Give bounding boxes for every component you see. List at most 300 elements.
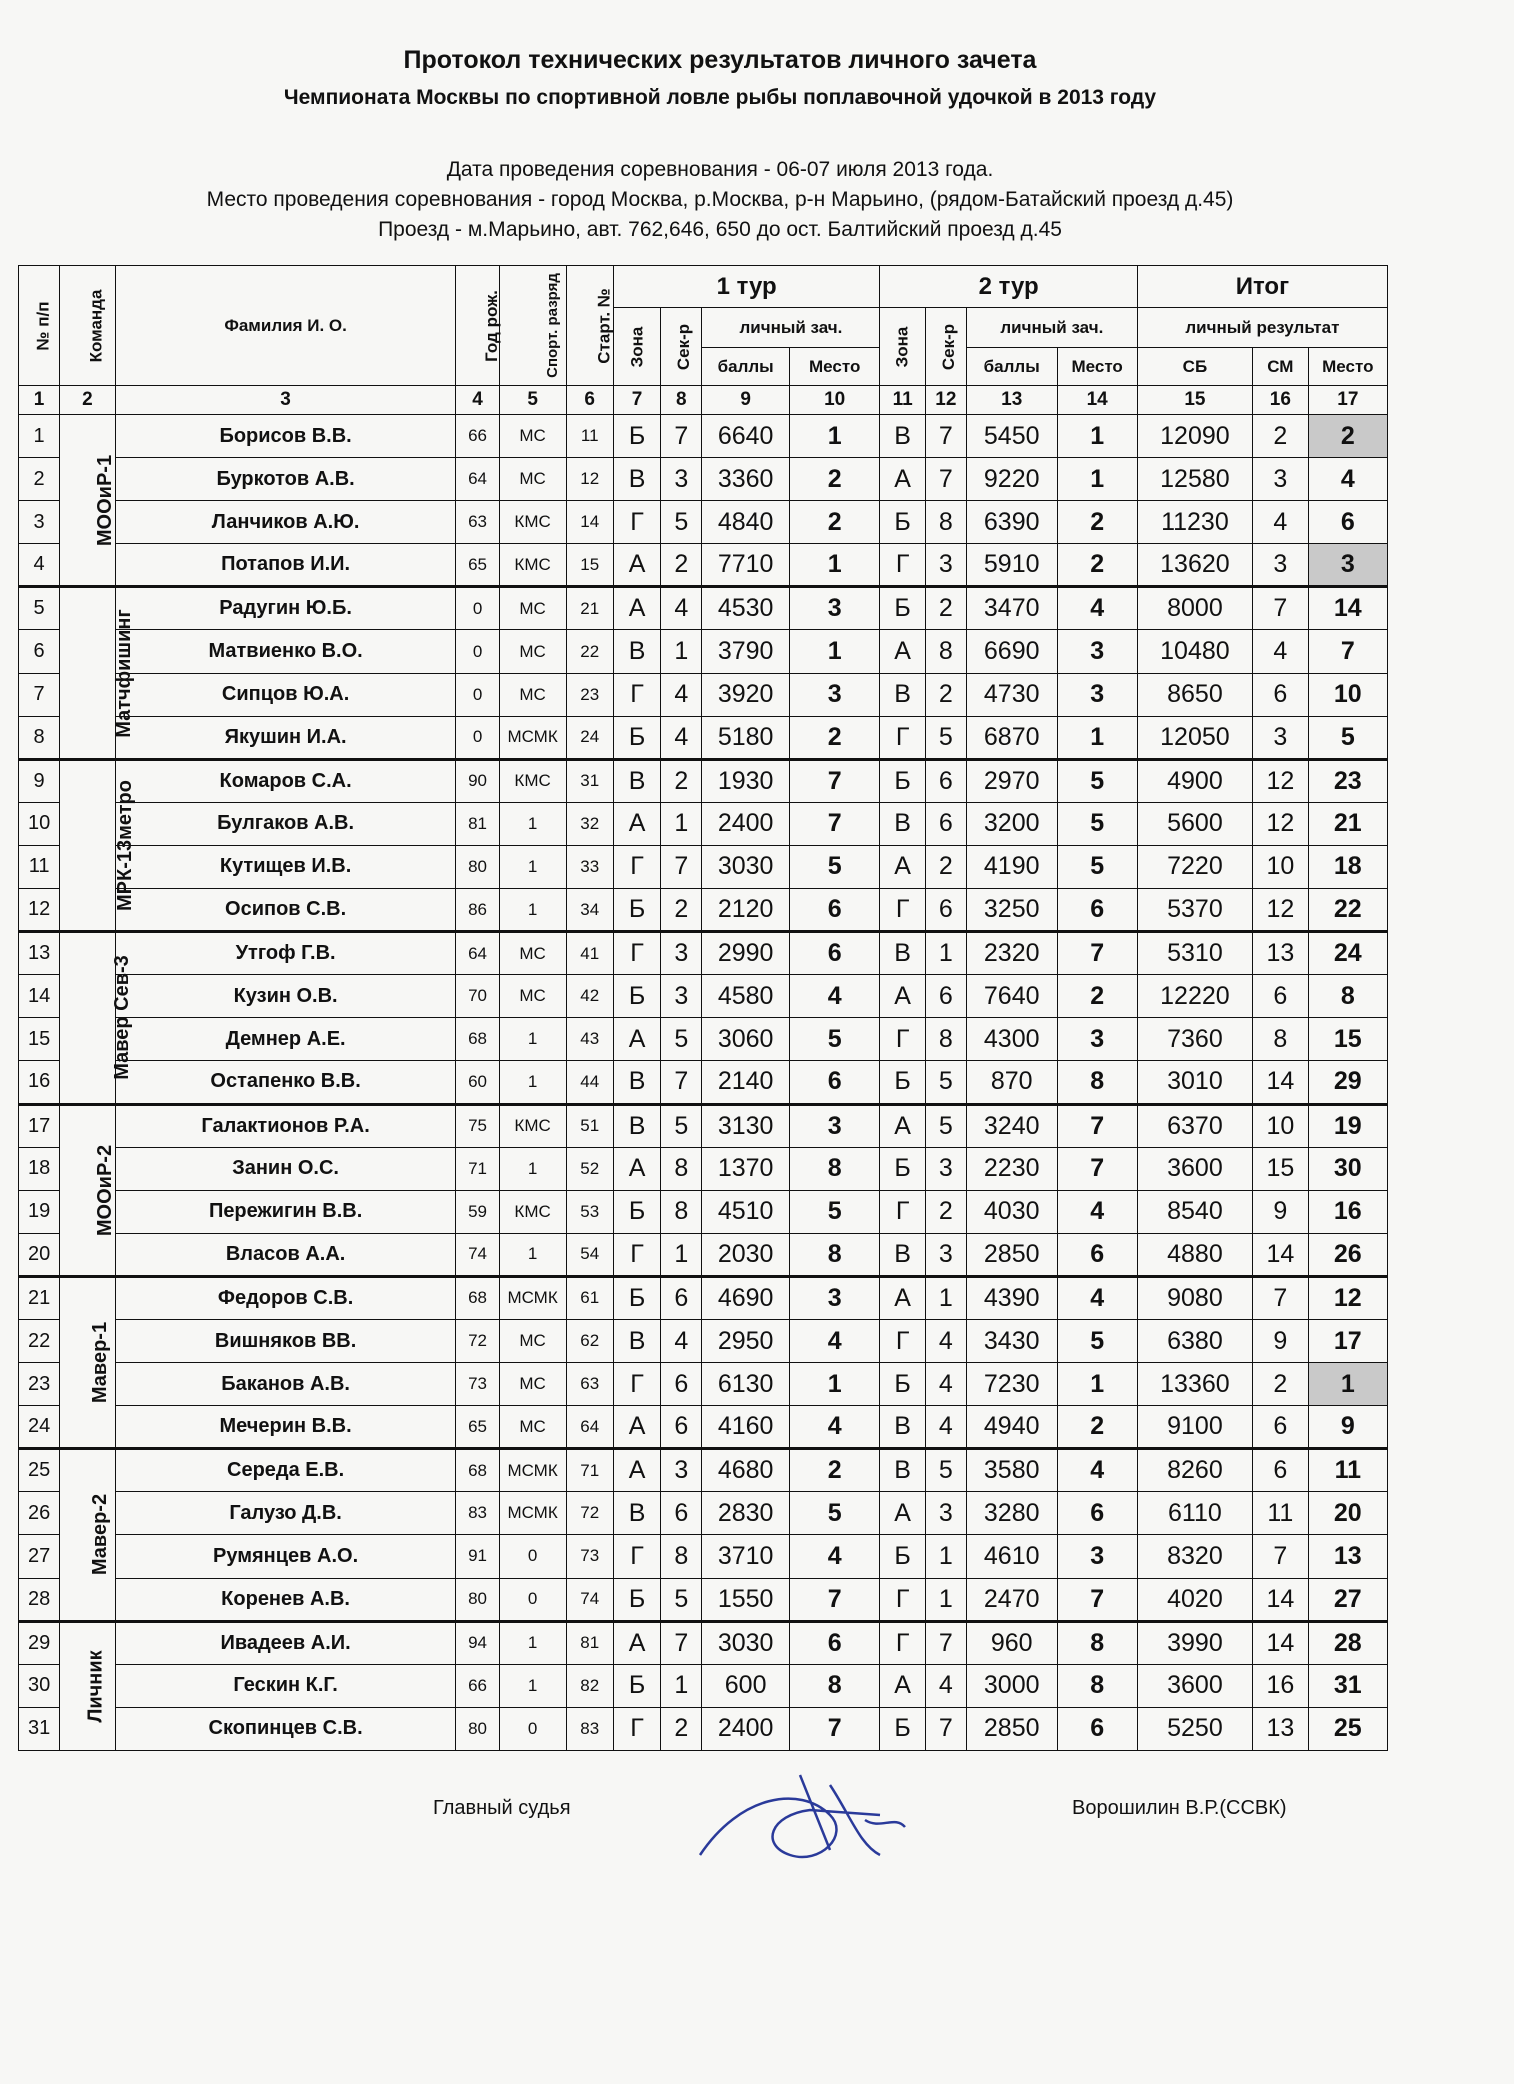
tour2-points: 2970 [966,759,1057,802]
birth-year: 65 [456,544,499,587]
tour2-points: 4730 [966,673,1057,716]
tour2-sector: 4 [925,1406,966,1449]
tour2-zone: В [880,1449,925,1492]
tour1-zone: Б [613,1190,660,1233]
tour2-zone: А [880,1104,925,1147]
total-sm: 3 [1253,458,1309,501]
tour1-place: 8 [789,1147,880,1190]
total-sm: 3 [1253,716,1309,759]
tour1-zone: В [613,458,660,501]
final-place: 4 [1308,458,1387,501]
tour1-zone: А [613,1449,660,1492]
tour2-zone: В [880,802,925,845]
tour2-sector: 4 [925,1363,966,1406]
header-name: Фамилия И. О. [115,266,456,386]
sport-rank: 0 [499,1707,566,1750]
athlete-name: Власов А.А. [115,1233,456,1276]
table-row [19,1492,1388,1535]
tour1-place: 5 [789,845,880,888]
tour1-place: 6 [789,1621,880,1664]
athlete-name: Утгоф Г.В. [115,932,456,975]
tour1-points: 1550 [702,1578,789,1621]
athlete-name: Сипцов Ю.А. [115,673,456,716]
header-sector-1: Сек-р [661,308,702,386]
column-number: 16 [1253,386,1309,415]
table-row [19,889,1388,932]
column-number: 11 [880,386,925,415]
tour1-place: 3 [789,587,880,630]
total-sm: 3 [1253,544,1309,587]
tour2-sector: 5 [925,1104,966,1147]
sport-rank: КМС [499,759,566,802]
tour1-points: 3710 [702,1535,789,1578]
total-sm: 8 [1253,1018,1309,1061]
total-sm: 12 [1253,802,1309,845]
tour2-sector: 2 [925,845,966,888]
judge-signature [680,1755,920,1895]
tour1-place: 4 [789,1406,880,1449]
table-row [19,501,1388,544]
total-sb: 8000 [1137,587,1252,630]
team-name: Мавер Сев-3 [60,932,116,1104]
info-date: Дата проведения соревнования - 06-07 июля 2013 года. [446,158,994,181]
judge-label: Главный судья [433,1797,571,1819]
birth-year: 81 [456,802,499,845]
tour1-place: 1 [789,415,880,458]
birth-year: 71 [456,1147,499,1190]
column-number: 7 [613,386,660,415]
header-num: № п/п [19,266,60,386]
athlete-name: Осипов С.В. [115,889,456,932]
team-name: Мавер-1 [60,1276,116,1448]
athlete-name: Остапенко В.В. [115,1061,456,1104]
birth-year: 74 [456,1233,499,1276]
tour2-points: 4300 [966,1018,1057,1061]
header-rank: Спорт. разряд [499,266,566,386]
total-sm: 6 [1253,1449,1309,1492]
total-sb: 6110 [1137,1492,1252,1535]
start-number: 64 [566,1406,613,1449]
total-sb: 3010 [1137,1061,1252,1104]
table-row [19,1319,1388,1362]
table-row [19,1621,1388,1664]
team-name: Личник [60,1621,116,1750]
athlete-name: Гескин К.Г. [115,1664,456,1707]
start-number: 83 [566,1707,613,1750]
total-sm: 7 [1253,587,1309,630]
tour1-sector: 3 [661,975,702,1018]
tour1-points: 6130 [702,1363,789,1406]
tour1-zone: А [613,1147,660,1190]
total-sb: 12580 [1137,458,1252,501]
tour2-sector: 6 [925,802,966,845]
tour1-zone: Г [613,673,660,716]
tour2-place: 7 [1057,932,1137,975]
sport-rank: МСМК [499,1276,566,1319]
tour1-points: 6640 [702,415,789,458]
tour2-place: 4 [1057,1190,1137,1233]
athlete-name: Кузин О.В. [115,975,456,1018]
total-sm: 2 [1253,1363,1309,1406]
sport-rank: 1 [499,1621,566,1664]
tour1-sector: 7 [661,415,702,458]
athlete-name: Вишняков ВВ. [115,1319,456,1362]
column-number: 17 [1308,386,1387,415]
tour1-place: 7 [789,1578,880,1621]
athlete-name: Радугин Ю.Б. [115,587,456,630]
sport-rank: 1 [499,1233,566,1276]
table-row [19,544,1388,587]
column-number: 1 [19,386,60,415]
start-number: 82 [566,1664,613,1707]
tour1-zone: Б [613,1664,660,1707]
birth-year: 65 [456,1406,499,1449]
birth-year: 75 [456,1104,499,1147]
tour1-place: 4 [789,975,880,1018]
total-sm: 15 [1253,1147,1309,1190]
table-row [19,1707,1388,1750]
row-number: 9 [19,759,60,802]
tour2-points: 960 [966,1621,1057,1664]
row-number: 7 [19,673,60,716]
sport-rank: МС [499,1363,566,1406]
table-row [19,1233,1388,1276]
final-place: 3 [1308,544,1387,587]
tour1-sector: 3 [661,932,702,975]
final-place: 31 [1308,1664,1387,1707]
start-number: 14 [566,501,613,544]
final-place: 21 [1308,802,1387,845]
tour1-points: 2140 [702,1061,789,1104]
birth-year: 68 [456,1018,499,1061]
tour1-sector: 2 [661,889,702,932]
tour2-sector: 2 [925,1190,966,1233]
tour2-sector: 6 [925,889,966,932]
tour1-place: 8 [789,1664,880,1707]
row-number: 26 [19,1492,60,1535]
info-place: Место проведения соревнования - город Москва, р.Москва, р-н Марьино, (рядом-Батайский проезд д.45) [206,188,1234,211]
start-number: 81 [566,1621,613,1664]
tour2-points: 4610 [966,1535,1057,1578]
tour2-place: 5 [1057,802,1137,845]
tour2-points: 5450 [966,415,1057,458]
tour2-zone: В [880,673,925,716]
tour2-place: 1 [1057,458,1137,501]
tour1-sector: 7 [661,1621,702,1664]
total-sb: 3990 [1137,1621,1252,1664]
document-title: Протокол технических результатов личного зачета [403,46,1037,74]
tour2-place: 7 [1057,1578,1137,1621]
total-sb: 7220 [1137,845,1252,888]
sport-rank: 1 [499,845,566,888]
sport-rank: МС [499,458,566,501]
tour1-zone: Г [613,1363,660,1406]
table-row [19,673,1388,716]
tour1-zone: В [613,759,660,802]
tour1-sector: 8 [661,1147,702,1190]
column-number: 10 [789,386,880,415]
tour1-points: 4840 [702,501,789,544]
tour2-points: 9220 [966,458,1057,501]
athlete-name: Якушин И.А. [115,716,456,759]
total-sb: 12220 [1137,975,1252,1018]
tour2-place: 1 [1057,1363,1137,1406]
final-place: 13 [1308,1535,1387,1578]
athlete-name: Кутищев И.В. [115,845,456,888]
final-place: 12 [1308,1276,1387,1319]
tour1-points: 4160 [702,1406,789,1449]
tour1-place: 8 [789,1233,880,1276]
tour1-points: 2030 [702,1233,789,1276]
total-sm: 10 [1253,845,1309,888]
tour2-place: 3 [1057,673,1137,716]
birth-year: 0 [456,716,499,759]
tour2-sector: 3 [925,1492,966,1535]
start-number: 23 [566,673,613,716]
athlete-name: Комаров С.А. [115,759,456,802]
tour1-sector: 1 [661,630,702,673]
table-row [19,1018,1388,1061]
start-number: 53 [566,1190,613,1233]
tour2-place: 2 [1057,975,1137,1018]
tour1-zone: А [613,544,660,587]
row-number: 12 [19,889,60,932]
sport-rank: КМС [499,1104,566,1147]
sport-rank: 1 [499,1061,566,1104]
tour2-points: 5910 [966,544,1057,587]
sport-rank: 1 [499,1018,566,1061]
row-number: 15 [19,1018,60,1061]
tour2-sector: 4 [925,1664,966,1707]
tour1-points: 5180 [702,716,789,759]
final-place: 29 [1308,1061,1387,1104]
tour2-zone: Г [880,889,925,932]
tour2-sector: 4 [925,1319,966,1362]
tour1-zone: Б [613,975,660,1018]
header-team: Команда [60,266,116,386]
athlete-name: Мечерин В.В. [115,1406,456,1449]
total-sb: 6370 [1137,1104,1252,1147]
start-number: 44 [566,1061,613,1104]
birth-year: 83 [456,1492,499,1535]
row-number: 27 [19,1535,60,1578]
tour1-zone: А [613,1621,660,1664]
judge-name: Ворошилин В.Р.(ССВК) [1072,1797,1287,1819]
row-number: 31 [19,1707,60,1750]
sport-rank: МС [499,1406,566,1449]
tour2-points: 6870 [966,716,1057,759]
tour1-sector: 5 [661,1578,702,1621]
tour2-place: 5 [1057,759,1137,802]
total-sb: 10480 [1137,630,1252,673]
birth-year: 94 [456,1621,499,1664]
tour2-sector: 7 [925,458,966,501]
final-place: 28 [1308,1621,1387,1664]
tour2-zone: А [880,845,925,888]
row-number: 29 [19,1621,60,1664]
row-number: 2 [19,458,60,501]
row-number: 30 [19,1664,60,1707]
start-number: 61 [566,1276,613,1319]
table-row [19,716,1388,759]
tour1-zone: Г [613,1535,660,1578]
total-sm: 14 [1253,1233,1309,1276]
table-row [19,1190,1388,1233]
tour2-points: 3240 [966,1104,1057,1147]
tour2-place: 3 [1057,1535,1137,1578]
tour2-place: 7 [1057,1147,1137,1190]
tour1-sector: 5 [661,1018,702,1061]
total-sm: 11 [1253,1492,1309,1535]
tour1-sector: 6 [661,1276,702,1319]
tour1-zone: В [613,1061,660,1104]
tour2-zone: Б [880,587,925,630]
total-sb: 8650 [1137,673,1252,716]
sport-rank: МС [499,630,566,673]
row-number: 25 [19,1449,60,1492]
header-points-2: баллы [966,348,1057,386]
total-sb: 13360 [1137,1363,1252,1406]
start-number: 62 [566,1319,613,1362]
tour2-place: 6 [1057,1492,1137,1535]
tour1-zone: Б [613,415,660,458]
tour1-zone: В [613,1104,660,1147]
birth-year: 0 [456,587,499,630]
tour2-zone: А [880,975,925,1018]
start-number: 24 [566,716,613,759]
tour2-zone: Б [880,1363,925,1406]
final-place: 5 [1308,716,1387,759]
start-number: 73 [566,1535,613,1578]
header-sector-2: Сек-р [925,308,966,386]
birth-year: 91 [456,1535,499,1578]
tour2-zone: Б [880,759,925,802]
tour2-zone: В [880,1233,925,1276]
total-sm: 6 [1253,975,1309,1018]
team-name: МРК-13метро [60,759,116,931]
row-number: 24 [19,1406,60,1449]
tour1-points: 3030 [702,845,789,888]
birth-year: 86 [456,889,499,932]
final-place: 27 [1308,1578,1387,1621]
start-number: 71 [566,1449,613,1492]
tour2-points: 6690 [966,630,1057,673]
tour2-zone: Г [880,544,925,587]
total-sm: 16 [1253,1664,1309,1707]
column-number: 3 [115,386,456,415]
total-sb: 5250 [1137,1707,1252,1750]
tour2-zone: В [880,932,925,975]
tour2-sector: 3 [925,1147,966,1190]
tour1-sector: 2 [661,544,702,587]
tour2-points: 4190 [966,845,1057,888]
row-number: 4 [19,544,60,587]
tour1-sector: 1 [661,802,702,845]
header-place-2: Место [1057,348,1137,386]
tour2-place: 8 [1057,1621,1137,1664]
birth-year: 68 [456,1276,499,1319]
final-place: 16 [1308,1190,1387,1233]
tour2-place: 2 [1057,544,1137,587]
row-number: 11 [19,845,60,888]
header-place-1: Место [789,348,880,386]
start-number: 15 [566,544,613,587]
total-sm: 13 [1253,1707,1309,1750]
athlete-name: Пережигин В.В. [115,1190,456,1233]
tour1-place: 6 [789,1061,880,1104]
tour1-points: 3060 [702,1018,789,1061]
final-place: 1 [1308,1363,1387,1406]
sport-rank: 0 [499,1535,566,1578]
sport-rank: 1 [499,1147,566,1190]
table-row [19,802,1388,845]
tour1-points: 2120 [702,889,789,932]
sport-rank: МСМК [499,1492,566,1535]
row-number: 5 [19,587,60,630]
tour2-points: 2320 [966,932,1057,975]
tour2-place: 6 [1057,1707,1137,1750]
total-sm: 4 [1253,630,1309,673]
results-body [19,415,1388,1751]
tour1-place: 2 [789,1449,880,1492]
birth-year: 80 [456,1578,499,1621]
birth-year: 90 [456,759,499,802]
tour1-sector: 5 [661,501,702,544]
final-place: 17 [1308,1319,1387,1362]
header-sb: СБ [1137,348,1252,386]
tour1-place: 5 [789,1190,880,1233]
tour2-place: 5 [1057,1319,1137,1362]
total-sb: 4020 [1137,1578,1252,1621]
tour1-sector: 3 [661,458,702,501]
tour2-place: 8 [1057,1664,1137,1707]
tour1-zone: Г [613,1707,660,1750]
tour1-sector: 4 [661,1319,702,1362]
tour1-sector: 6 [661,1492,702,1535]
athlete-name: Скопинцев С.В. [115,1707,456,1750]
row-number: 10 [19,802,60,845]
birth-year: 73 [456,1363,499,1406]
team-name: Матчфишинг [60,587,116,759]
tour2-sector: 6 [925,975,966,1018]
athlete-name: Коренев А.В. [115,1578,456,1621]
document-subtitle: Чемпионата Москвы по спортивной ловле рыбы поплавочной удочкой в 2013 году [283,86,1157,109]
column-number: 14 [1057,386,1137,415]
tour1-place: 5 [789,1492,880,1535]
tour2-sector: 6 [925,759,966,802]
table-row [19,415,1388,458]
start-number: 42 [566,975,613,1018]
table-row [19,1363,1388,1406]
birth-year: 66 [456,415,499,458]
tour1-place: 7 [789,759,880,802]
column-number: 12 [925,386,966,415]
tour2-sector: 1 [925,1578,966,1621]
total-sb: 3600 [1137,1664,1252,1707]
tour2-sector: 7 [925,1707,966,1750]
header-points-1: баллы [702,348,789,386]
tour2-zone: Б [880,1707,925,1750]
birth-year: 64 [456,932,499,975]
table-row [19,975,1388,1018]
tour1-points: 4680 [702,1449,789,1492]
tour1-place: 3 [789,673,880,716]
tour2-zone: А [880,630,925,673]
tour1-zone: Г [613,845,660,888]
row-number: 17 [19,1104,60,1147]
tour1-sector: 6 [661,1406,702,1449]
start-number: 72 [566,1492,613,1535]
